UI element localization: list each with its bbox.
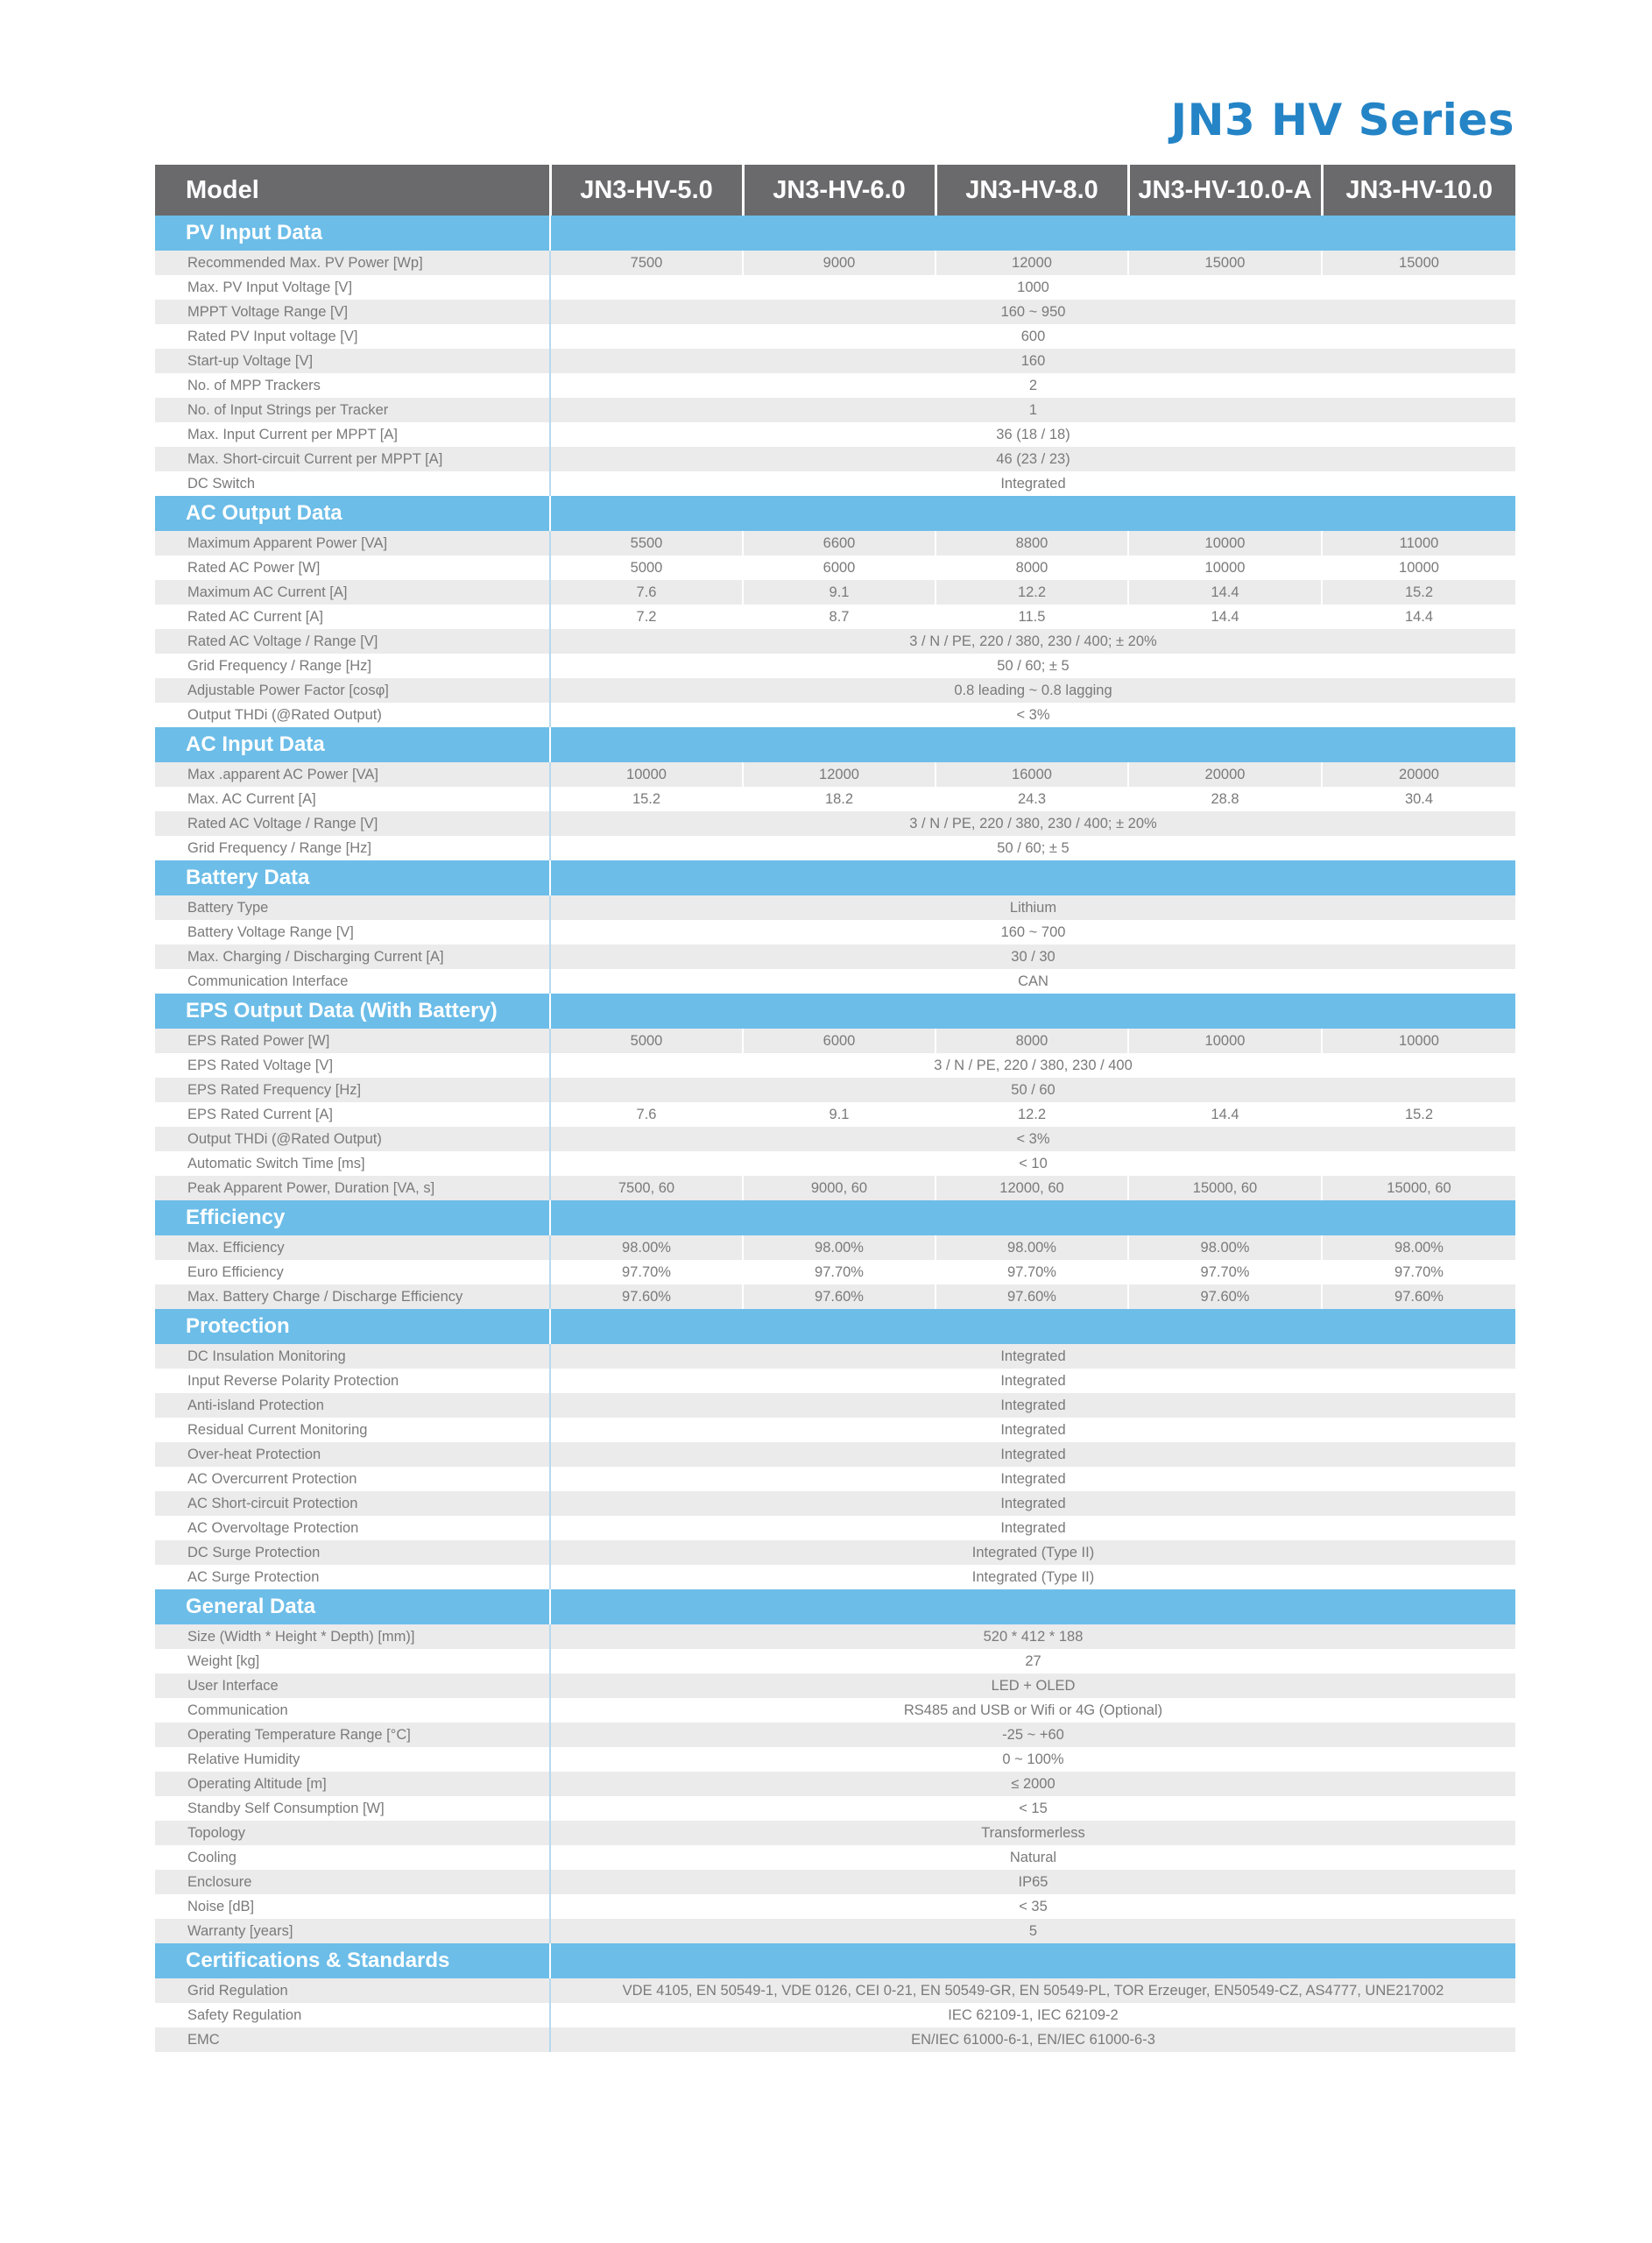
row-label: Rated AC Voltage / Range [V] xyxy=(155,811,550,836)
row-value: 36 (18 / 18) xyxy=(550,422,1515,447)
row-label: Max .apparent AC Power [VA] xyxy=(155,762,550,787)
row-value: ≤ 2000 xyxy=(550,1772,1515,1796)
row-value: 15.2 xyxy=(550,787,743,811)
row-label: Grid Frequency / Range [Hz] xyxy=(155,654,550,678)
row-value: 6000 xyxy=(743,1029,935,1053)
table-row xyxy=(155,531,1515,555)
table-row xyxy=(155,1919,1515,1943)
table-row xyxy=(155,1260,1515,1284)
section-header xyxy=(155,994,1515,1029)
table-row xyxy=(155,275,1515,300)
table-row xyxy=(155,398,1515,422)
row-value: 97.70% xyxy=(1128,1260,1322,1284)
row-label: Grid Frequency / Range [Hz] xyxy=(155,836,550,860)
row-label: Topology xyxy=(155,1821,550,1845)
row-value: 10000 xyxy=(1322,555,1515,580)
table-row xyxy=(155,1649,1515,1673)
row-value: Integrated xyxy=(550,471,1515,496)
table-row xyxy=(155,654,1515,678)
row-label: No. of Input Strings per Tracker xyxy=(155,398,550,422)
row-value: EN/IEC 61000-6-1, EN/IEC 61000-6-3 xyxy=(550,2027,1515,2052)
row-value: Integrated (Type II) xyxy=(550,1540,1515,1565)
row-value: 30.4 xyxy=(1322,787,1515,811)
table-row xyxy=(155,1053,1515,1078)
table-header-row xyxy=(155,165,1515,216)
row-label: Max. PV Input Voltage [V] xyxy=(155,275,550,300)
table-row xyxy=(155,1127,1515,1151)
row-value: < 3% xyxy=(550,1127,1515,1151)
row-label: Max. Efficiency xyxy=(155,1235,550,1260)
row-value: Integrated xyxy=(550,1467,1515,1491)
row-label: Battery Voltage Range [V] xyxy=(155,920,550,945)
row-value: 12.2 xyxy=(935,1102,1128,1127)
row-value: 8800 xyxy=(935,531,1128,555)
row-label: Relative Humidity xyxy=(155,1747,550,1772)
row-label: Automatic Switch Time [ms] xyxy=(155,1151,550,1176)
row-label: AC Overvoltage Protection xyxy=(155,1516,550,1540)
row-value: 5 xyxy=(550,1919,1515,1943)
row-label: Standby Self Consumption [W] xyxy=(155,1796,550,1821)
row-label: Over-heat Protection xyxy=(155,1442,550,1467)
row-value: Integrated xyxy=(550,1418,1515,1442)
table-row xyxy=(155,1845,1515,1870)
row-value: 15.2 xyxy=(1322,580,1515,605)
row-value: 8000 xyxy=(935,555,1128,580)
row-value: 14.4 xyxy=(1128,605,1322,629)
row-label: Max. AC Current [A] xyxy=(155,787,550,811)
row-label: Communication Interface xyxy=(155,969,550,994)
table-row xyxy=(155,1235,1515,1260)
row-label: Max. Short-circuit Current per MPPT [A] xyxy=(155,447,550,471)
row-value: Integrated xyxy=(550,1393,1515,1418)
section-header xyxy=(155,727,1515,762)
row-value: 15000 xyxy=(1322,251,1515,275)
table-row xyxy=(155,471,1515,496)
row-value: Integrated xyxy=(550,1344,1515,1369)
row-value: 9.1 xyxy=(743,580,935,605)
row-label: EPS Rated Current [A] xyxy=(155,1102,550,1127)
row-label: Output THDi (@Rated Output) xyxy=(155,1127,550,1151)
table-row xyxy=(155,811,1515,836)
row-label: AC Overcurrent Protection xyxy=(155,1467,550,1491)
row-label: Safety Regulation xyxy=(155,2003,550,2027)
row-label: EMC xyxy=(155,2027,550,2052)
row-value: Integrated xyxy=(550,1369,1515,1393)
table-row xyxy=(155,1151,1515,1176)
table-row xyxy=(155,1565,1515,1589)
row-label: Communication xyxy=(155,1698,550,1723)
table-row xyxy=(155,1418,1515,1442)
row-value: 98.00% xyxy=(1128,1235,1322,1260)
table-row xyxy=(155,1369,1515,1393)
row-label: DC Surge Protection xyxy=(155,1540,550,1565)
table-row xyxy=(155,2003,1515,2027)
row-value: 98.00% xyxy=(1322,1235,1515,1260)
row-value: 8000 xyxy=(935,1029,1128,1053)
row-label: Maximum Apparent Power [VA] xyxy=(155,531,550,555)
section-title: EPS Output Data (With Battery) xyxy=(155,994,550,1029)
row-label: Max. Battery Charge / Discharge Efficiency xyxy=(155,1284,550,1309)
table-row xyxy=(155,678,1515,703)
row-value: 27 xyxy=(550,1649,1515,1673)
row-value: 97.70% xyxy=(935,1260,1128,1284)
section-header-fill xyxy=(550,994,1515,1029)
table-row xyxy=(155,580,1515,605)
row-value: 7.6 xyxy=(550,1102,743,1127)
row-value: 10000 xyxy=(1322,1029,1515,1053)
row-value: Integrated xyxy=(550,1491,1515,1516)
row-value: RS485 and USB or Wifi or 4G (Optional) xyxy=(550,1698,1515,1723)
row-label: Cooling xyxy=(155,1845,550,1870)
row-value: 15.2 xyxy=(1322,1102,1515,1127)
section-header-fill xyxy=(550,1309,1515,1344)
table-row xyxy=(155,703,1515,727)
row-value: 50 / 60; ± 5 xyxy=(550,836,1515,860)
row-label: Peak Apparent Power, Duration [VA, s] xyxy=(155,1176,550,1200)
row-value: 1000 xyxy=(550,275,1515,300)
table-row xyxy=(155,1894,1515,1919)
row-value: 5000 xyxy=(550,555,743,580)
row-value: 5000 xyxy=(550,1029,743,1053)
row-label: Max. Input Current per MPPT [A] xyxy=(155,422,550,447)
section-title: General Data xyxy=(155,1589,550,1624)
series-title: JN3 HV Series xyxy=(1170,95,1514,145)
table-row xyxy=(155,1284,1515,1309)
row-value: 97.60% xyxy=(1322,1284,1515,1309)
row-value: 97.60% xyxy=(550,1284,743,1309)
row-value: 7.2 xyxy=(550,605,743,629)
row-label: EPS Rated Power [W] xyxy=(155,1029,550,1053)
row-label: Recommended Max. PV Power [Wp] xyxy=(155,251,550,275)
table-row xyxy=(155,920,1515,945)
row-label: Output THDi (@Rated Output) xyxy=(155,703,550,727)
row-value: 15000, 60 xyxy=(1322,1176,1515,1200)
row-label: Rated AC Power [W] xyxy=(155,555,550,580)
table-row xyxy=(155,1978,1515,2003)
row-value: < 10 xyxy=(550,1151,1515,1176)
row-value: 9000 xyxy=(743,251,935,275)
row-label: Operating Altitude [m] xyxy=(155,1772,550,1796)
row-value: 12000 xyxy=(743,762,935,787)
section-title: AC Output Data xyxy=(155,496,550,531)
row-value: 15000 xyxy=(1128,251,1322,275)
section-header-fill xyxy=(550,727,1515,762)
row-value: Integrated (Type II) xyxy=(550,1565,1515,1589)
row-value: 11000 xyxy=(1322,531,1515,555)
table-row xyxy=(155,1698,1515,1723)
table-row xyxy=(155,1029,1515,1053)
section-title: Certifications & Standards xyxy=(155,1943,550,1978)
row-value: 30 / 30 xyxy=(550,945,1515,969)
row-value: 9000, 60 xyxy=(743,1176,935,1200)
row-label: MPPT Voltage Range [V] xyxy=(155,300,550,324)
spec-table xyxy=(155,165,1515,2052)
row-value: 160 ~ 950 xyxy=(550,300,1515,324)
row-value: 9.1 xyxy=(743,1102,935,1127)
row-value: 97.70% xyxy=(550,1260,743,1284)
table-row xyxy=(155,1442,1515,1467)
row-label: Rated AC Voltage / Range [V] xyxy=(155,629,550,654)
section-title: Protection xyxy=(155,1309,550,1344)
section-header xyxy=(155,1309,1515,1344)
table-row xyxy=(155,373,1515,398)
row-label: No. of MPP Trackers xyxy=(155,373,550,398)
row-value: < 35 xyxy=(550,1894,1515,1919)
table-row xyxy=(155,1821,1515,1845)
row-label: Max. Charging / Discharging Current [A] xyxy=(155,945,550,969)
row-value: 97.70% xyxy=(1322,1260,1515,1284)
section-header xyxy=(155,1589,1515,1624)
section-title: AC Input Data xyxy=(155,727,550,762)
table-row xyxy=(155,836,1515,860)
section-header-fill xyxy=(550,496,1515,531)
model-name: JN3-HV-5.0 xyxy=(550,165,743,216)
row-value: 0.8 leading ~ 0.8 lagging xyxy=(550,678,1515,703)
row-value: 0 ~ 100% xyxy=(550,1747,1515,1772)
table-row xyxy=(155,895,1515,920)
model-name: JN3-HV-10.0-A xyxy=(1128,165,1322,216)
row-value: 16000 xyxy=(935,762,1128,787)
row-label: DC Switch xyxy=(155,471,550,496)
table-row xyxy=(155,349,1515,373)
table-row xyxy=(155,1176,1515,1200)
row-label: Rated AC Current [A] xyxy=(155,605,550,629)
row-value: 12000, 60 xyxy=(935,1176,1128,1200)
row-value: 7500 xyxy=(550,251,743,275)
row-value: 97.60% xyxy=(935,1284,1128,1309)
row-value: Transformerless xyxy=(550,1821,1515,1845)
table-row xyxy=(155,324,1515,349)
row-value: 20000 xyxy=(1128,762,1322,787)
section-header xyxy=(155,1200,1515,1235)
row-value: 2 xyxy=(550,373,1515,398)
row-value: IEC 62109-1, IEC 62109-2 xyxy=(550,2003,1515,2027)
section-header xyxy=(155,216,1515,251)
table-row xyxy=(155,787,1515,811)
table-row xyxy=(155,1344,1515,1369)
row-value: 12.2 xyxy=(935,580,1128,605)
table-row xyxy=(155,629,1515,654)
row-value: 3 / N / PE, 220 / 380, 230 / 400; ± 20% xyxy=(550,629,1515,654)
row-value: LED + OLED xyxy=(550,1673,1515,1698)
row-value: Lithium xyxy=(550,895,1515,920)
row-label: EPS Rated Voltage [V] xyxy=(155,1053,550,1078)
section-header-fill xyxy=(550,1200,1515,1235)
row-value: 3 / N / PE, 220 / 380, 230 / 400 xyxy=(550,1053,1515,1078)
table-row xyxy=(155,1102,1515,1127)
row-value: 46 (23 / 23) xyxy=(550,447,1515,471)
row-value: 24.3 xyxy=(935,787,1128,811)
section-header-fill xyxy=(550,1589,1515,1624)
table-row xyxy=(155,1516,1515,1540)
row-label: AC Short-circuit Protection xyxy=(155,1491,550,1516)
table-row xyxy=(155,1540,1515,1565)
model-name: JN3-HV-6.0 xyxy=(743,165,935,216)
section-header xyxy=(155,496,1515,531)
section-header-fill xyxy=(550,216,1515,251)
row-value: 6000 xyxy=(743,555,935,580)
table-row xyxy=(155,1078,1515,1102)
section-title: PV Input Data xyxy=(155,216,550,251)
row-value: -25 ~ +60 xyxy=(550,1723,1515,1747)
table-row xyxy=(155,1796,1515,1821)
row-value: 98.00% xyxy=(743,1235,935,1260)
row-label: Noise [dB] xyxy=(155,1894,550,1919)
section-header xyxy=(155,1943,1515,1978)
table-row xyxy=(155,605,1515,629)
row-label: Start-up Voltage [V] xyxy=(155,349,550,373)
row-value: 600 xyxy=(550,324,1515,349)
row-value: < 3% xyxy=(550,703,1515,727)
row-value: Integrated xyxy=(550,1516,1515,1540)
table-row xyxy=(155,969,1515,994)
table-row xyxy=(155,251,1515,275)
row-value: 7500, 60 xyxy=(550,1176,743,1200)
row-value: 10000 xyxy=(1128,555,1322,580)
section-title: Efficiency xyxy=(155,1200,550,1235)
row-value: 3 / N / PE, 220 / 380, 230 / 400; ± 20% xyxy=(550,811,1515,836)
row-value: CAN xyxy=(550,969,1515,994)
row-label: Grid Regulation xyxy=(155,1978,550,2003)
row-label: Weight [kg] xyxy=(155,1649,550,1673)
table-row xyxy=(155,945,1515,969)
table-row xyxy=(155,1870,1515,1894)
model-name: JN3-HV-10.0 xyxy=(1322,165,1515,216)
row-value: 11.5 xyxy=(935,605,1128,629)
row-value: 15000, 60 xyxy=(1128,1176,1322,1200)
row-value: Integrated xyxy=(550,1442,1515,1467)
table-row xyxy=(155,555,1515,580)
row-value: 28.8 xyxy=(1128,787,1322,811)
row-value: 160 xyxy=(550,349,1515,373)
row-label: Input Reverse Polarity Protection xyxy=(155,1369,550,1393)
row-label: EPS Rated Frequency [Hz] xyxy=(155,1078,550,1102)
model-label: Model xyxy=(155,165,550,216)
row-value: 10000 xyxy=(550,762,743,787)
row-value: 14.4 xyxy=(1128,580,1322,605)
section-header xyxy=(155,860,1515,895)
row-value: 6600 xyxy=(743,531,935,555)
row-value: 8.7 xyxy=(743,605,935,629)
section-header-fill xyxy=(550,860,1515,895)
row-value: 1 xyxy=(550,398,1515,422)
table-row xyxy=(155,1624,1515,1649)
row-value: 14.4 xyxy=(1128,1102,1322,1127)
table-row xyxy=(155,1673,1515,1698)
row-value: 18.2 xyxy=(743,787,935,811)
row-value: 10000 xyxy=(1128,1029,1322,1053)
row-value: 98.00% xyxy=(935,1235,1128,1260)
row-label: User Interface xyxy=(155,1673,550,1698)
row-label: AC Surge Protection xyxy=(155,1565,550,1589)
table-row xyxy=(155,422,1515,447)
table-row xyxy=(155,447,1515,471)
row-value: 7.6 xyxy=(550,580,743,605)
row-label: Enclosure xyxy=(155,1870,550,1894)
row-value: 98.00% xyxy=(550,1235,743,1260)
model-name: JN3-HV-8.0 xyxy=(935,165,1128,216)
row-value: VDE 4105, EN 50549-1, VDE 0126, CEI 0-21, EN 50549-GR, EN 50549-PL, TOR Erzeuger, EN50549-CZ, AS4777, UNE217002 xyxy=(550,1978,1515,2003)
spec-table-body xyxy=(155,165,1515,2052)
row-value: 97.60% xyxy=(1128,1284,1322,1309)
table-row xyxy=(155,1467,1515,1491)
row-label: Rated PV Input voltage [V] xyxy=(155,324,550,349)
row-label: Maximum AC Current [A] xyxy=(155,580,550,605)
table-row xyxy=(155,1747,1515,1772)
row-value: 20000 xyxy=(1322,762,1515,787)
section-title: Battery Data xyxy=(155,860,550,895)
table-row xyxy=(155,300,1515,324)
table-row xyxy=(155,1491,1515,1516)
row-value: 97.60% xyxy=(743,1284,935,1309)
row-label: Euro Efficiency xyxy=(155,1260,550,1284)
row-value: 50 / 60; ± 5 xyxy=(550,654,1515,678)
row-label: Anti-island Protection xyxy=(155,1393,550,1418)
row-label: Battery Type xyxy=(155,895,550,920)
row-value: IP65 xyxy=(550,1870,1515,1894)
row-value: 520 * 412 * 188 xyxy=(550,1624,1515,1649)
table-row xyxy=(155,1723,1515,1747)
row-label: Adjustable Power Factor [cosφ] xyxy=(155,678,550,703)
row-value: 97.70% xyxy=(743,1260,935,1284)
row-label: DC Insulation Monitoring xyxy=(155,1344,550,1369)
row-value: 5500 xyxy=(550,531,743,555)
row-label: Operating Temperature Range [°C] xyxy=(155,1723,550,1747)
table-row xyxy=(155,762,1515,787)
table-row xyxy=(155,1772,1515,1796)
row-label: Residual Current Monitoring xyxy=(155,1418,550,1442)
row-value: Natural xyxy=(550,1845,1515,1870)
row-value: 14.4 xyxy=(1322,605,1515,629)
row-value: 10000 xyxy=(1128,531,1322,555)
row-value: 12000 xyxy=(935,251,1128,275)
row-value: 160 ~ 700 xyxy=(550,920,1515,945)
table-row xyxy=(155,1393,1515,1418)
table-row xyxy=(155,2027,1515,2052)
section-header-fill xyxy=(550,1943,1515,1978)
row-label: Size (Width * Height * Depth) [mm)] xyxy=(155,1624,550,1649)
row-value: 50 / 60 xyxy=(550,1078,1515,1102)
row-label: Warranty [years] xyxy=(155,1919,550,1943)
row-value: < 15 xyxy=(550,1796,1515,1821)
